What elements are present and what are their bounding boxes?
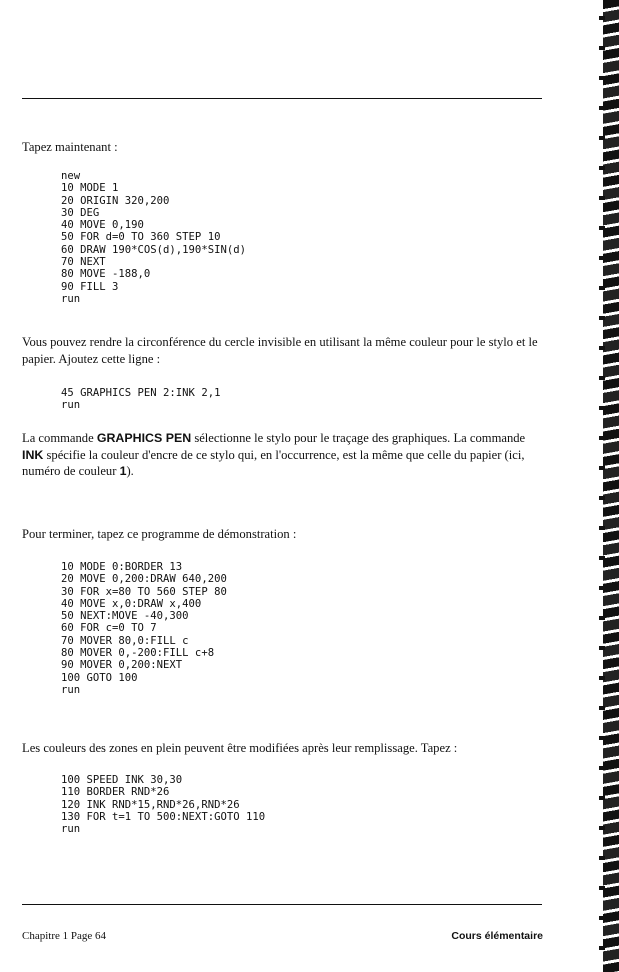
keyword-graphics-pen: GRAPHICS PEN	[96, 431, 192, 445]
paragraph-demo-intro: Pour terminer, tapez ce programme de démonstration :	[22, 527, 297, 541]
code-line: run	[61, 823, 81, 836]
code-line: 45 GRAPHICS PEN 2:INK 2,1	[61, 387, 221, 399]
code-line: run	[61, 399, 81, 412]
code-line: run	[61, 683, 81, 696]
code-line: 100 GOTO 100	[61, 671, 138, 684]
paragraph-invisible-circle: Vous pouvez rendre la circonférence du cercle invisible en utilisant la même couleur pour le stylo et le papier. Ajoutez cette ligne :	[22, 335, 538, 366]
code-line: 10 MODE 0:BORDER 13	[61, 561, 183, 573]
paragraph-graphics-pen	[22, 430, 544, 480]
paragraph-colour-change: Les couleurs des zones en plein peuvent être modifiées après leur remplissage. Tapez :	[22, 741, 458, 755]
code-block-pen	[61, 387, 220, 412]
code-line: 90 MOVER 0,200:NEXT	[61, 659, 183, 672]
code-line: 110 BORDER RND*26	[61, 786, 170, 799]
code-block-demo	[61, 561, 227, 696]
code-line: 100 SPEED INK 30,30	[61, 774, 183, 786]
binding-edge	[603, 0, 619, 972]
code-block-speed-ink	[61, 774, 265, 835]
keyword-ink: INK	[22, 447, 44, 462]
code-line: new	[61, 170, 81, 182]
code-line: 130 FOR t=1 TO 500:NEXT:GOTO 110	[61, 810, 266, 823]
para-3-text-1: La commande	[22, 431, 97, 445]
code-line: 60 DRAW 190*COS(d),190*SIN(d)	[61, 243, 246, 256]
code-block-circle	[61, 170, 246, 305]
footer-chapter-page: Chapitre 1 Page 64	[22, 930, 107, 942]
code-line: 50 FOR d=0 TO 360 STEP 10	[61, 231, 221, 244]
para-3-text-3: spécifie la couleur d'encre de ce stylo qui, en l'occurrence, est la même que celle du papier (ici, numéro de couleur	[22, 447, 525, 478]
code-line: 70 MOVER 80,0:FILL c	[61, 634, 189, 647]
code-line: 60 FOR c=0 TO 7	[61, 622, 157, 635]
code-line: 80 MOVER 0,-200:FILL c+8	[61, 647, 215, 660]
code-line: 10 MODE 1	[61, 182, 119, 195]
code-line: 80 MOVE -188,0	[61, 268, 151, 281]
code-line: 30 DEG	[61, 206, 100, 219]
code-line: 40 MOVE 0,190	[61, 219, 144, 232]
code-line: 50 NEXT:MOVE -40,300	[61, 610, 189, 623]
para-3-text-4: ).	[126, 464, 134, 478]
footer-section-title: Cours élémentaire	[451, 930, 543, 942]
para-3-text-2: sélectionne le stylo pour le traçage des graphiques. La commande	[191, 431, 526, 445]
header-rule	[22, 98, 542, 99]
code-line: 30 FOR x=80 TO 560 STEP 80	[61, 585, 227, 598]
code-line: 120 INK RND*15,RND*26,RND*26	[61, 798, 240, 811]
code-line: 40 MOVE x,0:DRAW x,400	[61, 597, 202, 610]
code-line: 70 NEXT	[61, 256, 106, 269]
code-line: 90 FILL 3	[61, 280, 119, 293]
intro-text: Tapez maintenant :	[22, 140, 118, 154]
keyword-colour-number: 1	[119, 464, 127, 478]
code-line: 20 MOVE 0,200:DRAW 640,200	[61, 573, 227, 586]
code-line: run	[61, 292, 81, 305]
code-line: 20 ORIGIN 320,200	[61, 194, 170, 207]
footer-rule	[22, 904, 542, 905]
